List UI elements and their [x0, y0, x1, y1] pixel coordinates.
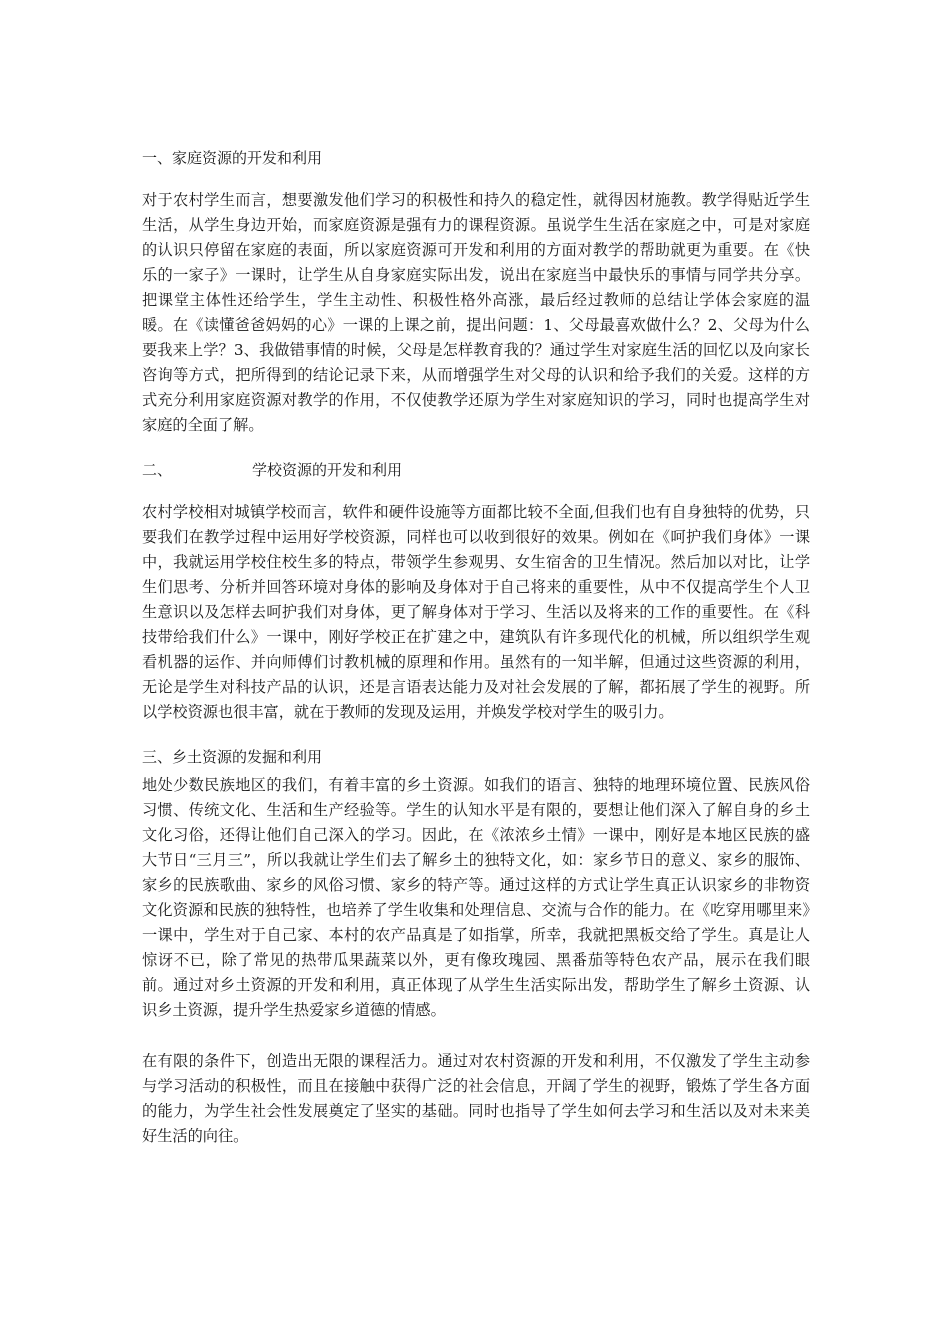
- section-paragraph-2: 农村学校相对城镇学校而言，软件和硬件设施等方面都比较不全面,但我们也有自身独特的优势，只要我们在教学过程中运用好学校资源，同样也可以收到很好的效果。例如在《呵护我们身体》一课中，我就运用学校住校生多的特点，带领学生参观男、女生宿舍的卫生情况。然后加以对比，让学生们思考、分析并回答环境对身体的影响及身体对于自己将来的重要性，从中不仅提高学生个人卫生意识以及怎样去呵护我们对身体，更了解身体对于学习、生活以及将来的工作的重要性。在《科技带给我们什么》一课中，刚好学校正在扩建之中，建筑队有许多现代化的机械，所以组织学生观看机器的运作、并向师傅们讨教机械的原理和作用。虽然有的一知半解，但通过这些资源的利用，无论是学生对科技产品的认识，还是言语表达能力及对社会发展的了解，都拓展了学生的视野。所以学校资源也很丰富，就在于教师的发现及运用，并焕发学校对学生的吸引力。: [142, 503, 810, 721]
- document-body: [142, 146, 810, 1149]
- conclusion-paragraph: 在有限的条件下，创造出无限的课程活力。通过对农村资源的开发和利用，不仅激发了学生主动参与学习活动的积极性，而且在接触中获得广泛的社会信息，开阔了学生的视野，锻炼了学生各方面的能力，为学生社会性发展奠定了坚实的基础。同时也指导了学生如何去学习和生活以及对未来美好生活的向往。: [142, 1052, 810, 1145]
- section-heading-1: 一、家庭资源的开发和利用: [142, 149, 323, 167]
- section-paragraph-3: 地处少数民族地区的我们，有着丰富的乡土资源。如我们的语言、独特的地理环境位置、民族风俗习惯、传统文化、生活和生产经验等。学生的认知水平是有限的，要想让他们深入了解自身的乡土文化习俗，还得让他们自己深入的学习。因此，在《浓浓乡土情》一课中，刚好是本地区民族的盛大节日“三月三”，所以我就让学生们去了解乡土的独特文化，如：家乡节日的意义、家乡的服饰、家乡的民族歌曲、家乡的风俗习惯、家乡的特产等。通过这样的方式让学生真正认识家乡的非物资文化资源和民族的独特性，也培养了学生收集和处理信息、交流与合作的能力。在《吃穿用哪里来》一课中，学生对于自己家、本村的农产品真是了如指掌，所幸，我就把黑板交给了学生。真是让人惊讶不已，除了常见的热带瓜果蔬菜以外，更有像玫瑰园、黑番茄等特色农产品，展示在我们眼前。通过对乡土资源的开发和利用，真正体现了从学生生活实际出发，帮助学生了解乡土资源、认识乡土资源，提升学生热爱家乡道德的情感。: [142, 776, 810, 1019]
- section-heading-2: [142, 458, 810, 482]
- section-heading-3: 三、乡土资源的发掘和利用: [142, 748, 323, 766]
- section-heading-2-text: 学校资源的开发和利用: [252, 461, 403, 479]
- section-paragraph-1: 对于农村学生而言，想要激发他们学习的积极性和持久的稳定性，就得因材施教。教学得贴近学生生活，从学生身边开始，而家庭资源是强有力的课程资源。虽说学生生活在家庭之中，可是对家庭的认识只停留在家庭的表面，所以家庭资源可开发和利用的方面对教学的帮助就更为重要。在《快乐的一家子》一课时，让学生从自身家庭实际出发，说出在家庭当中最快乐的事情与同学共分享。把课堂主体性还给学生，学生主动性、积极性格外高涨，最后经过教师的总结让学体会家庭的温暖。在《读懂爸爸妈妈的心》一课的上课之前，提出问题：1、父母最喜欢做什么？2、父母为什么要我来上学？3、我做错事情的时候，父母是怎样教育我的？通过学生对家庭生活的回忆以及向家长咨询等方式，把所得到的结论记录下来，从而增强学生对父母的认识和给予我们的关爱。这样的方式充分利用家庭资源对教学的作用，不仅使教学还原为学生对家庭知识的学习，同时也提高学生对家庭的全面了解。: [142, 191, 810, 434]
- section-heading-2-number: 二、: [142, 461, 173, 479]
